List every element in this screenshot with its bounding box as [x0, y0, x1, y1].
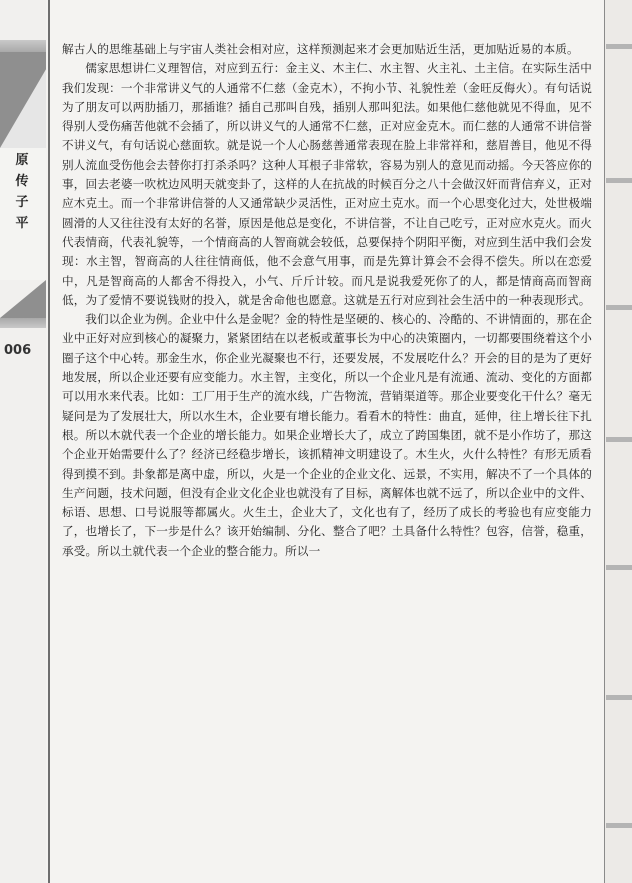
paragraph: 儒家思想讲仁义理智信，对应到五行：金主义、木主仁、水主智、火主礼、土主信。在实际生活中我们发现：一个非常讲义气的人通常不仁慈（金克木），不拘小节、礼貌性差（金旺反侮火）。有句话说为了朋友可以两肋插刀，那插谁？插自己那叫自残，插别人那叫犯法。如果他仁慈他就见不得血，见不得别人受伤痛苦他就不会插了，所以讲义气的人通常不仁慈，正对应金克木。而仁慈的人通常不讲信誉不讲义气，有句话说心慈面软。就是说一个人心肠慈善通常表现在脸上非常祥和，慈眉善目，他见不得别人流血受伤他会去替你打打杀杀吗？这种人耳根子非常软，容易为别人的意见而动摇。今天答应你的事，回去老婆一吹枕边风明天就变卦了，这样的人在抗战的时候百分之八十会做汉奸而背信弃义，正对应木克土。而一个非常讲信誉的人又通常缺少灵活性，正对应土克水。而一个心思变化过大，处世极端圆滑的人又往往没有太好的名誉，原因是他总是变化，不讲信誉，不让自己吃亏，正对应水克火。而火代表情商，代表礼貌等，一个情商高的人智商就会较低，总要保持个阴阳平衡，对应到生活中我们会发现：水主智，智商高的人往往情商低，他不会意气用事，而是先算计算会不会得不偿失。所以在恋爱中，凡是智商高的人都舍不得投入，小气、斤斤计较。而凡是说我爱死你了的人，都是情商高而智商低，为了爱情不要说钱财的投入，就是舍命他也愿意。这就是五行对应到社会生活中的一种表现形式。 — [62, 61, 592, 307]
edge-tick — [606, 44, 632, 49]
paragraph: 我们以企业为例。企业中什么是金呢？金的特性是坚硬的、核心的、冷酷的、不讲情面的，那在企业中正好对应到核心的凝聚力，紧紧团结在以老板或董事长为中心的决策圈内，一切都要围绕着这个小圈子这个中心转。那金生水，你企业光凝聚也不行，还要发展，不发展吃什么？开会的目的是为了更好地发展，所以企业还要有应变能力。水主智，主变化，所以一个企业凡是有流通、流动、变化的方面都可以用水来代表。比如：工厂用于生产的流水线，广告物流，营销渠道等。那企业要变化干什么？毫无疑问是为了发展壮大，所以水生木，企业要有增长能力。看看木的特性：曲直，延伸，往上增长往下扎根。所以木就代表一个企业的增长能力。如果企业增长大了，成立了跨国集团，就不是小作坊了，那这个企业开始需要什么了？经济已经稳步增长，该抓精神文明建设了。木生火，火什么特性？有形无质看得到摸不到。卦象都是离中虚，所以，火是一个企业的企业文化、远景，不实用，解决不了一个具体的生产问题，技术问题，但没有企业文化企业也就没有了目标，离解体也就不远了，所以企业中的文件、标语、思想、口号说服等都属火。火生土，企业大了，文化也有了，经历了成长的考验也有应变能力了，也增长了，下一步是什么？该开始编制、分化、整合了吧？土具备什么特性？包容，信誉，稳重，承受。所以土就代表一个企业的整合能力。所以一 — [62, 312, 592, 558]
edge-tick — [606, 565, 632, 570]
tab-dark-triangle-bottom — [0, 280, 46, 318]
edge-tick — [606, 437, 632, 442]
left-margin — [0, 0, 46, 883]
edge-tick — [606, 178, 632, 183]
page-number: 006 — [4, 343, 32, 358]
body-text — [62, 40, 592, 561]
book-title-char: 原 — [15, 153, 29, 168]
paragraph: 解古人的思维基础上与宇宙人类社会相对应，这样预测起来才会更加贴近生活，更加贴近易的本质。 — [62, 42, 579, 56]
book-title-char: 平 — [15, 216, 29, 231]
tab-band-bottom — [0, 318, 46, 328]
book-title-char: 传 — [15, 174, 29, 189]
book-title-char: 子 — [15, 195, 29, 210]
book-title — [12, 150, 32, 234]
tab-band-top — [0, 40, 46, 52]
edge-tick — [606, 695, 632, 700]
edge-tick — [606, 305, 632, 310]
page-rule-left — [48, 0, 50, 883]
edge-tick — [606, 823, 632, 828]
